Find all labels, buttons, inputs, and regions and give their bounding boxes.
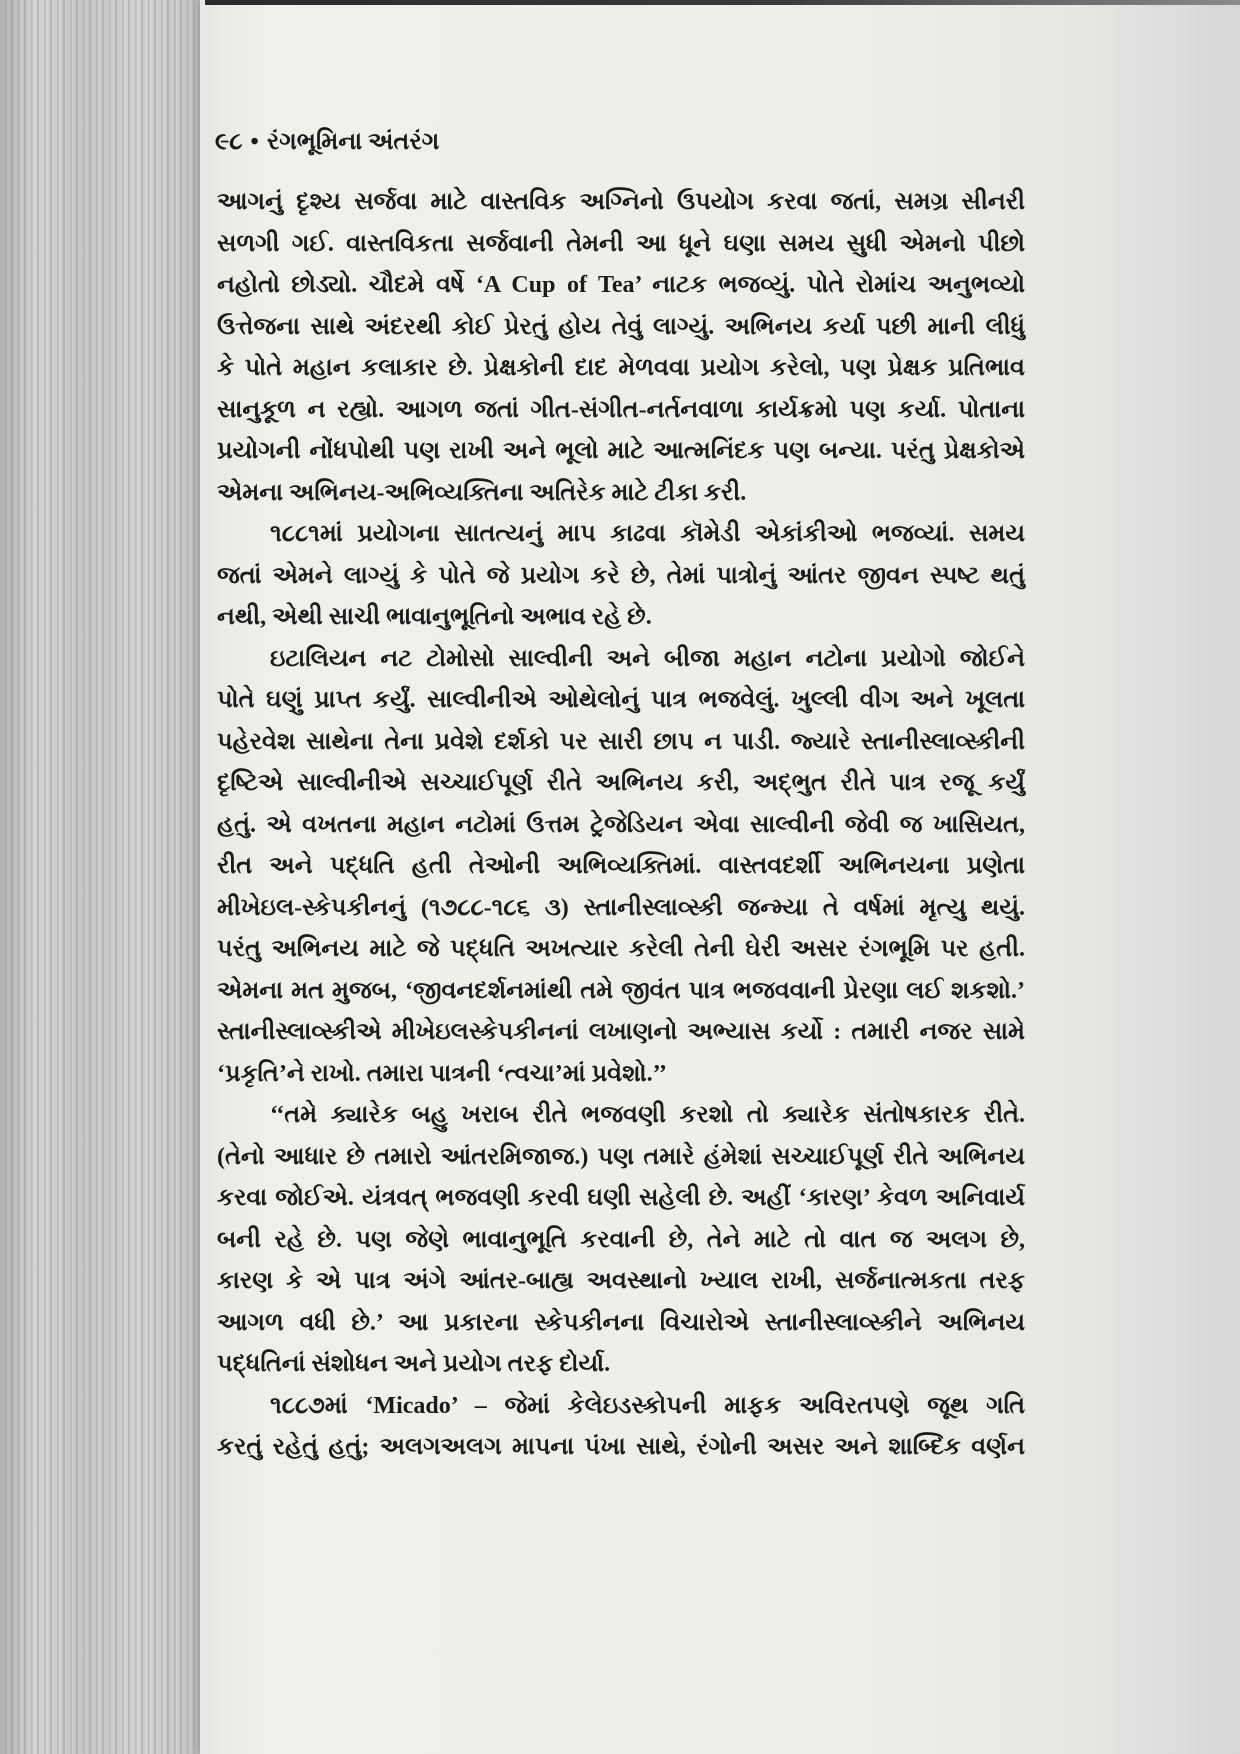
- page-stack-edges: [0, 0, 210, 1754]
- paragraph: [217, 1386, 1025, 1469]
- text-line: ‘‘તમે ક્યારેક બહુ ખરાબ રીતે ભજવણી કરશો તો ક્યારેક સંતોષકારક રીતે.: [270, 1102, 1025, 1128]
- text-line: બની રહે છે. પણ જેણે ભાવાનુભૂતિ કરવાની છે, તેને માટે તો વાત જ અલગ છે,: [217, 1226, 1025, 1253]
- text-line: કરવા જોઈએ. યંત્રવત્ ભજવણી કરવી ઘણી સહેલી છે. અહીં ‘કારણ’ કેવળ અનિવાર્ય: [217, 1185, 1025, 1211]
- paragraph: [217, 639, 1025, 1096]
- text-line: દૃષ્ટિએ સાલ્વીનીએ સચ્ચાઈપૂર્ણ રીતે અભિનય કરી, અદ્ભુત રીતે પાત્ર રજૂ કર્યું: [217, 770, 1025, 796]
- text-line: કે પોતે મહાન કલાકાર છે. પ્રેક્ષકોની દાદ મેળવવા પ્રયોગ કરેલો, પણ પ્રેક્ષક પ્રતિભાવ: [217, 355, 1025, 381]
- text-line: પ્રયોગની નોંધપોથી પણ રાખી અને ભૂલો માટે આત્મનિંદક પણ બન્યા. પરંતુ પ્રેક્ષકોએ: [217, 438, 1025, 464]
- text-line: પદ્ધતિનાં સંશોધન અને પ્રયોગ તરફ દોર્યા.: [217, 1351, 611, 1377]
- page-number: ૯૮: [215, 129, 243, 155]
- paragraph: [217, 1095, 1025, 1386]
- text-line: મીખેઇલ-સ્કેપકીનનું (૧૭૮૮-૧૮૬ ૩) સ્તાનીસ્લાવ્સ્કી જન્મ્યા તે વર્ષમાં મૃત્યુ થયું.: [217, 894, 1025, 921]
- text-line: જતાં એમને લાગ્યું કે પોતે જે પ્રયોગ કરે છે, તેમાં પાત્રોનું આંતર જીવન સ્પષ્ટ થતું: [217, 562, 1025, 589]
- text-line: ઉત્તેજના સાથે અંદરથી કોઈ પ્રેરતું હોય તેવું લાગ્યું. અભિનય કર્યા પછી માની લીધું: [217, 313, 1025, 340]
- text-line: પરંતુ અભિનય માટે જે પદ્ધતિ અખત્યાર કરેલી તેની ઘેરી અસર રંગભૂમિ પર હતી.: [217, 936, 1025, 962]
- scan-top-edge: [205, 0, 1240, 5]
- text-line: નહોતો છોડ્યો. ચૌદમે વર્ષે ‘A Cup of Tea’ નાટક ભજવ્યું. પોતે રોમાંચ અનુભવ્યો: [217, 272, 1025, 298]
- text-line: આગળ વધી છે.’ આ પ્રકારના સ્કેપકીનના વિચારોએ સ્તાનીસ્લાવ્સ્કીને અભિનય: [217, 1309, 1025, 1336]
- text-line: આગનું દૃશ્ય સર્જવા માટે વાસ્તવિક અગ્નિનો ઉપયોગ કરવા જતાં, સમગ્ર સીનરી: [217, 189, 1025, 215]
- body-text: [217, 182, 1025, 1469]
- text-line: એમના અભિનય-અભિવ્યક્તિના અતિરેક માટે ટીકા કરી.: [217, 479, 747, 506]
- text-line: રીત અને પદ્ધતિ હતી તેઓની અભિવ્યક્તિમાં. વાસ્તવદર્શી અભિનયના પ્રણેતા: [217, 853, 1025, 879]
- text-line: પોતે ઘણું પ્રાપ્ત કર્યું. સાલ્વીનીએ ઓથેલોનું પાત્ર ભજવેલું. ખુલ્લી વીગ અને ખૂલતા: [217, 687, 1025, 713]
- text-line: ઇટાલિયન નટ ટોમોસો સાલ્વીની અને બીજા મહાન નટોના પ્રયોગો જોઈને: [270, 645, 1025, 672]
- text-line: કારણ કે એ પાત્ર અંગે આંતર-બાહ્ય અવસ્થાનો ખ્યાલ રાખી, સર્જનાત્મકતા તરફ: [217, 1268, 1025, 1294]
- text-line: ૧૮૮૧માં પ્રયોગના સાતત્યનું માપ કાઢવા કૉમેડી એકાંકીઓ ભજવ્યાં. સમય: [270, 521, 1025, 547]
- text-line: સળગી ગઈ. વાસ્તવિકતા સર્જવાની તેમની આ ધૂને ઘણા સમય સુધી એમનો પીછો: [217, 230, 1025, 257]
- text-line: નથી, એથી સાચી ભાવાનુભૂતિનો અભાવ રહે છે.: [217, 604, 652, 630]
- header-separator: •: [250, 129, 259, 155]
- text-line: પહેરવેશ સાથેના તેના પ્રવેશે દર્શકો પર સારી છાપ ન પાડી. જ્યારે સ્તાનીસ્લાવ્સ્કીની: [217, 728, 1025, 755]
- paragraph: [217, 182, 1025, 514]
- text-line: સાનુકૂળ ન રહ્યો. આગળ જતાં ગીત-સંગીત-નર્તનવાળા કાર્યક્રમો પણ કર્યા. પોતાના: [217, 396, 1025, 423]
- text-line: (તેનો આધાર છે તમારો આંતરમિજાજ.) પણ તમારે હંમેશાં સચ્ચાઈપૂર્ણ રીતે અભિનય: [217, 1143, 1025, 1170]
- text-line: સ્તાનીસ્લાવ્સ્કીએ મીખેઇલસ્કેપકીનનાં લખાણનો અભ્યાસ કર્યો : તમારી નજર સામે: [217, 1019, 1025, 1045]
- paragraph: [217, 514, 1025, 639]
- text-line: એમના મત મુજબ, ‘જીવનદર્શનમાંથી તમે જીવંત પાત્ર ભજવવાની પ્રેરણા લઈ શકશો.’: [217, 977, 1025, 1004]
- text-line: ૧૮૮૭માં ‘Micado’ – જેમાં કેલેઇડસ્કોપની માફક અવિરતપણે જૂથ ગતિ: [270, 1392, 1025, 1419]
- running-header: [215, 124, 439, 160]
- text-line: હતું. એ વખતના મહાન નટોમાં ઉત્તમ ટ્રેજેડિયન એવા સાલ્વીની જેવી જ ખાસિયત,: [217, 811, 1025, 838]
- text-line: ‘પ્રકૃતિ’ને રાખો. તમારા પાત્રની ‘ત્વચા’માં પ્રવેશો.’’: [217, 1060, 667, 1087]
- text-line: કરતું રહેતું હતું; અલગઅલગ માપના પંખા સાથે, રંગોની અસર અને શાબ્દિક વર્ણન: [217, 1434, 1025, 1460]
- running-title: રંગભૂમિના અંતરંગ: [266, 129, 440, 155]
